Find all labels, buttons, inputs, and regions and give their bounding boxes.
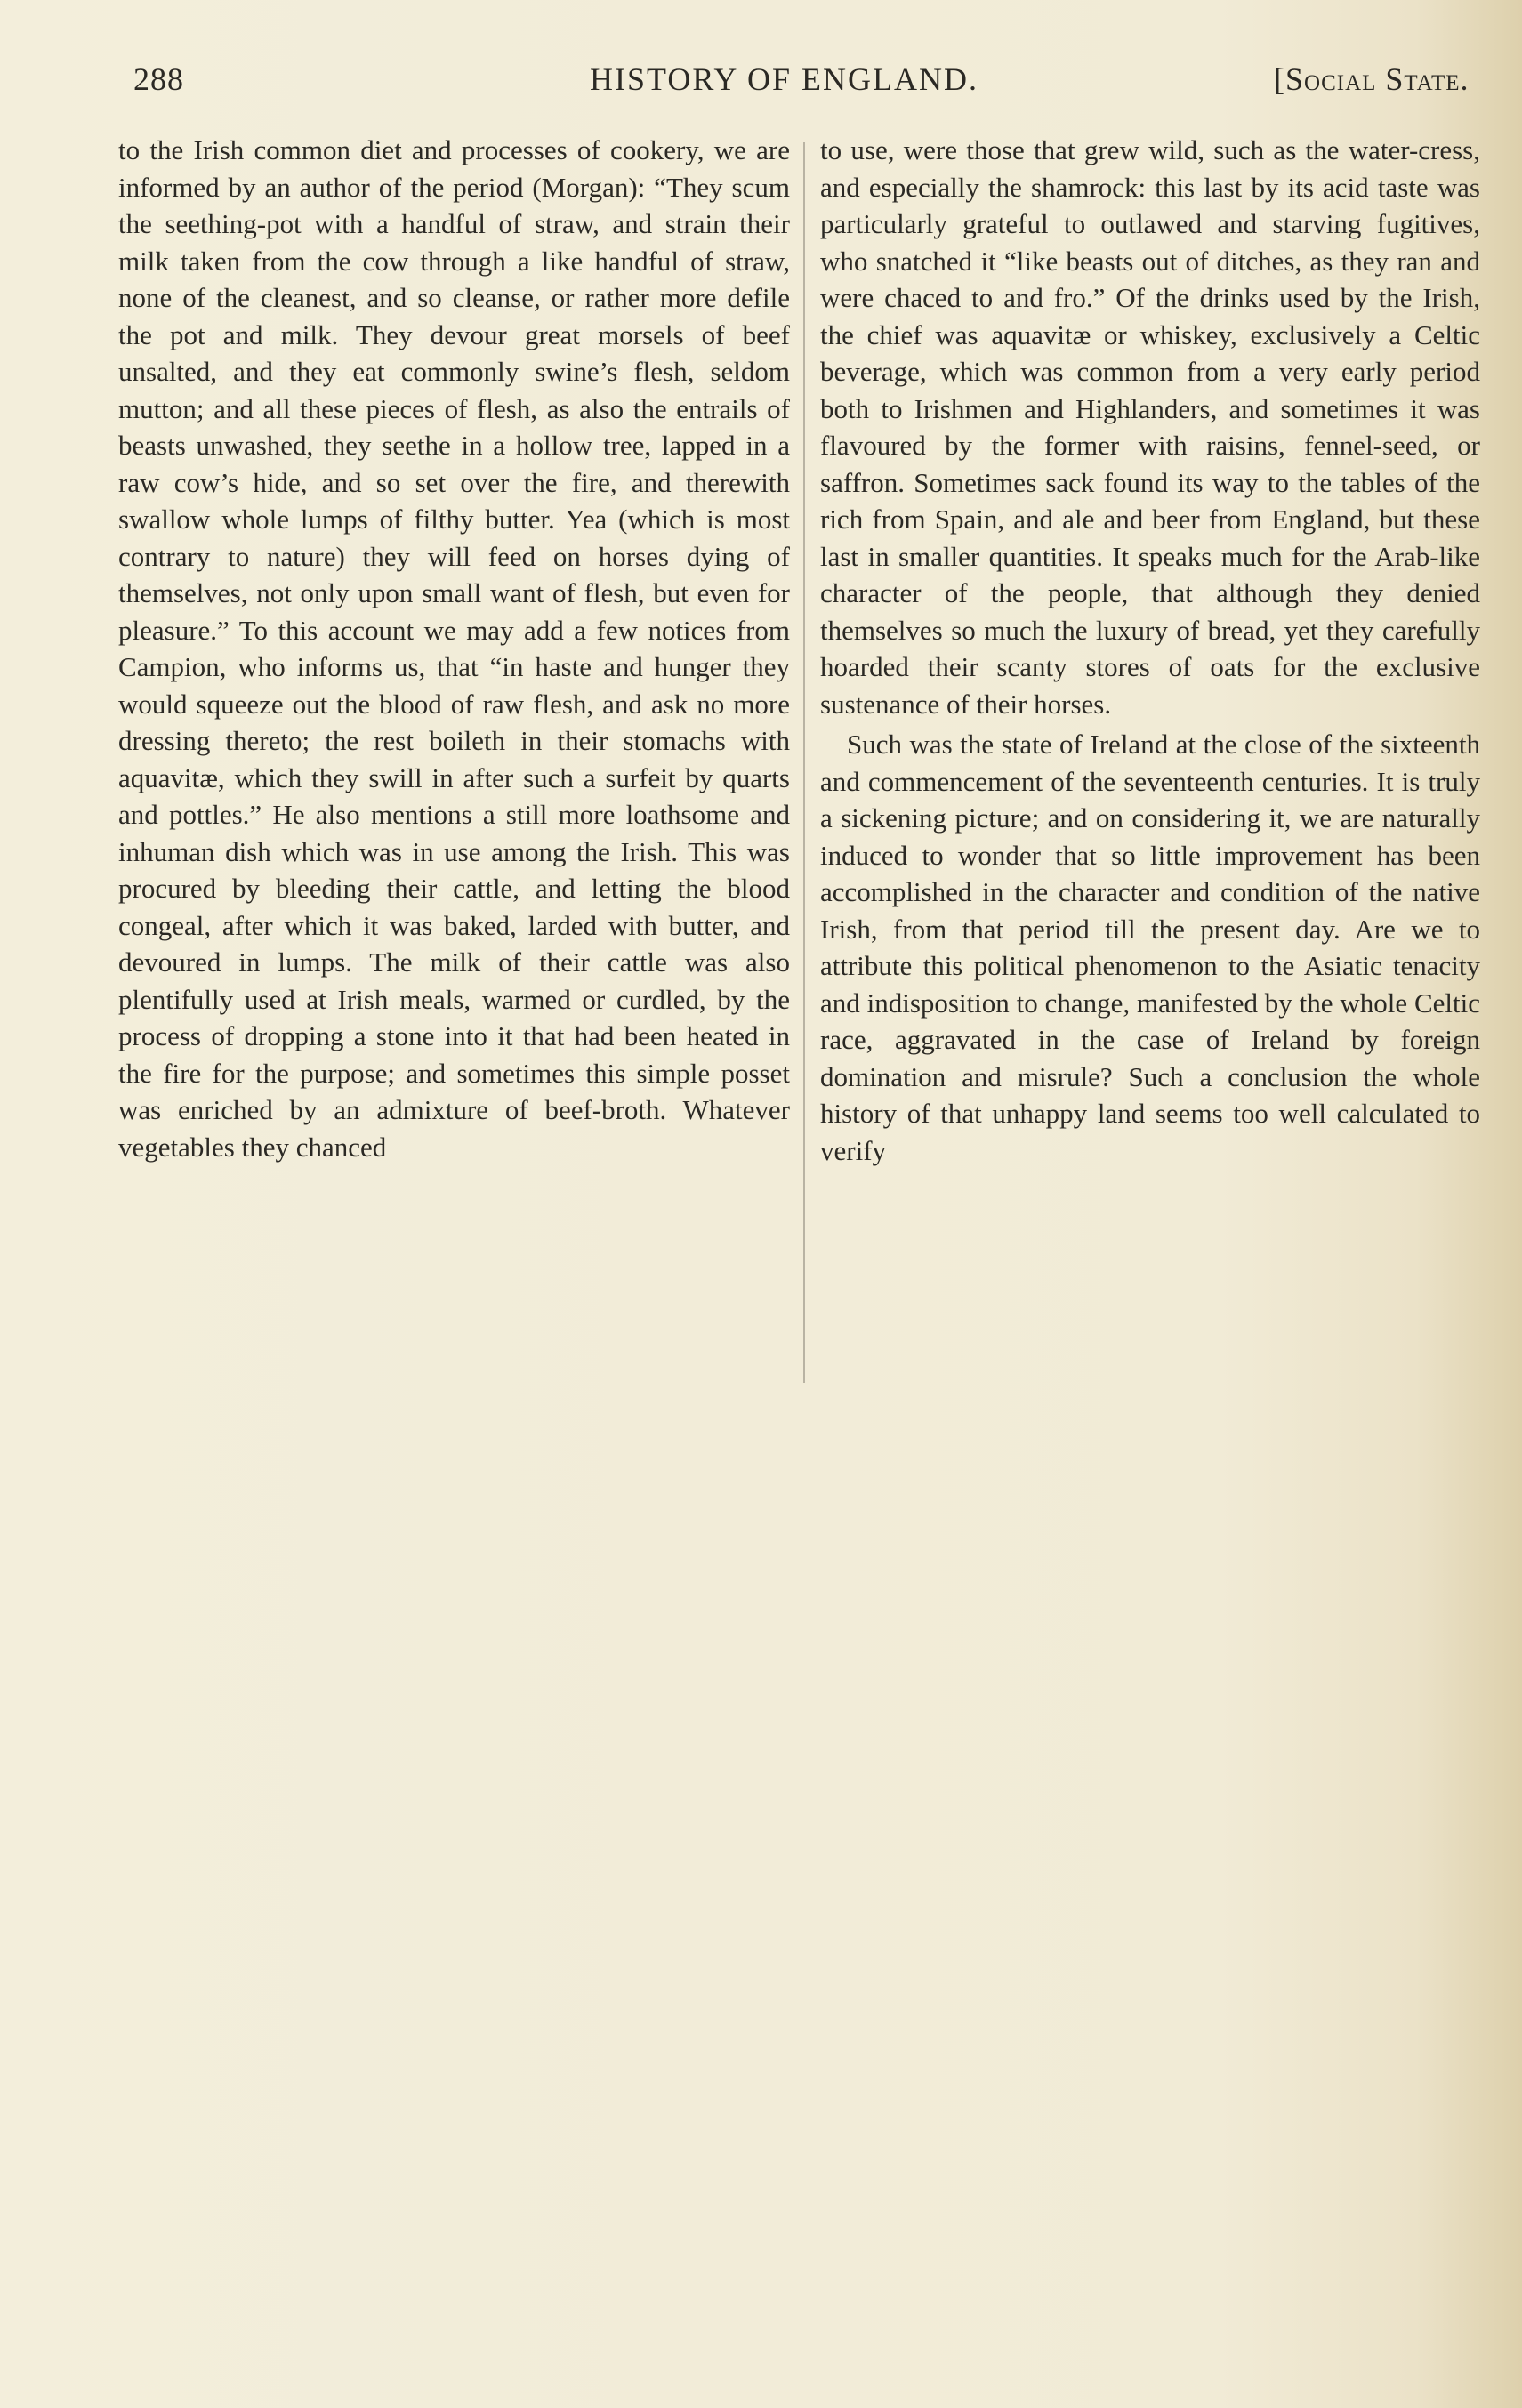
right-column bbox=[820, 132, 1480, 1169]
body-paragraph: to the Irish common diet and processes of cookery, we are informed by an author of the period (Morgan): “They scum the seething-pot with a handful of straw, and strain their milk taken from the cow through a like handful of straw, none of the cleanest, and so cleanse, or rather more defile the pot and milk. They devour great morsels of beef unsalted, and they eat commonly swine’s flesh, seldom mutton; and all these pieces of flesh, as also the entrails of beasts unwashed, they seethe in a hollow tree, lapped in a raw cow’s hide, and so set over the fire, and therewith swallow whole lumps of filthy butter. Yea (which is most contrary to nature) they will feed on horses dying of themselves, not only upon small want of flesh, but even for pleasure.” To this account we may add a few notices from Campion, who informs us, that “in haste and hunger they would squeeze out the blood of raw flesh, and ask no more dressing thereto; the rest boileth in their stomachs with aquavitæ, which they swill in after such a surfeit by quarts and pottles.” He also mentions a still more loathsome and inhuman dish which was in use among the Irish. This was procured by bleeding their cattle, and letting the blood congeal, after which it was baked, larded with butter, and devoured in lumps. The milk of their cattle was also plentifully used at Irish meals, warmed or curdled, by the process of dropping a stone into it that had been heated in the fire for the purpose; and sometimes this simple posset was enriched by an admixture of beef-broth. Whatever vegetables they chanced bbox=[118, 134, 790, 1163]
body-paragraph: to use, were those that grew wild, such as the water-cress, and especially the shamrock: this last by its acid taste was particularly grateful to outlawed and starving fugitives, who snatched it “like beasts out of ditches, as they ran and were chaced to and fro.” Of the drinks used by the Irish, the chief was aquavitæ or whiskey, exclusively a Celtic beverage, which was common from a very early period both to Irishmen and Highlanders, and sometimes it was flavoured by the former with raisins, fennel-seed, or saffron. Sometimes sack found its way to the tables of the rich from Spain, and ale and beer from England, but these last in smaller quantities. It speaks much for the Arab-like character of the people, that although they denied themselves so much the luxury of bread, yet they carefully hoarded their scanty stores of oats for the exclusive sustenance of their horses. bbox=[820, 134, 1480, 720]
left-column bbox=[118, 132, 790, 1165]
column-divider bbox=[803, 142, 805, 1383]
page-number: 288 bbox=[133, 61, 184, 97]
running-title: HISTORY OF ENGLAND. bbox=[590, 61, 979, 97]
body-paragraph: Such was the state of Ireland at the close of the sixteenth and commencement of the seventeenth centuries. It is truly a sickening picture; and on considering it, we are naturally induced to wonder that so little improvement has been accomplished in the character and condition of the native Irish, from that period till the present day. Are we to attribute this political phenomenon to the Asiatic tenacity and indisposition to change, manifested by the whole Celtic race, aggravated in the case of Ireland by foreign domination and misrule? Such a conclusion the whole history of that unhappy land seems too well calculated to verify bbox=[820, 729, 1480, 1166]
page-header bbox=[133, 60, 1486, 105]
section-tag: [Social State. bbox=[1274, 61, 1470, 97]
